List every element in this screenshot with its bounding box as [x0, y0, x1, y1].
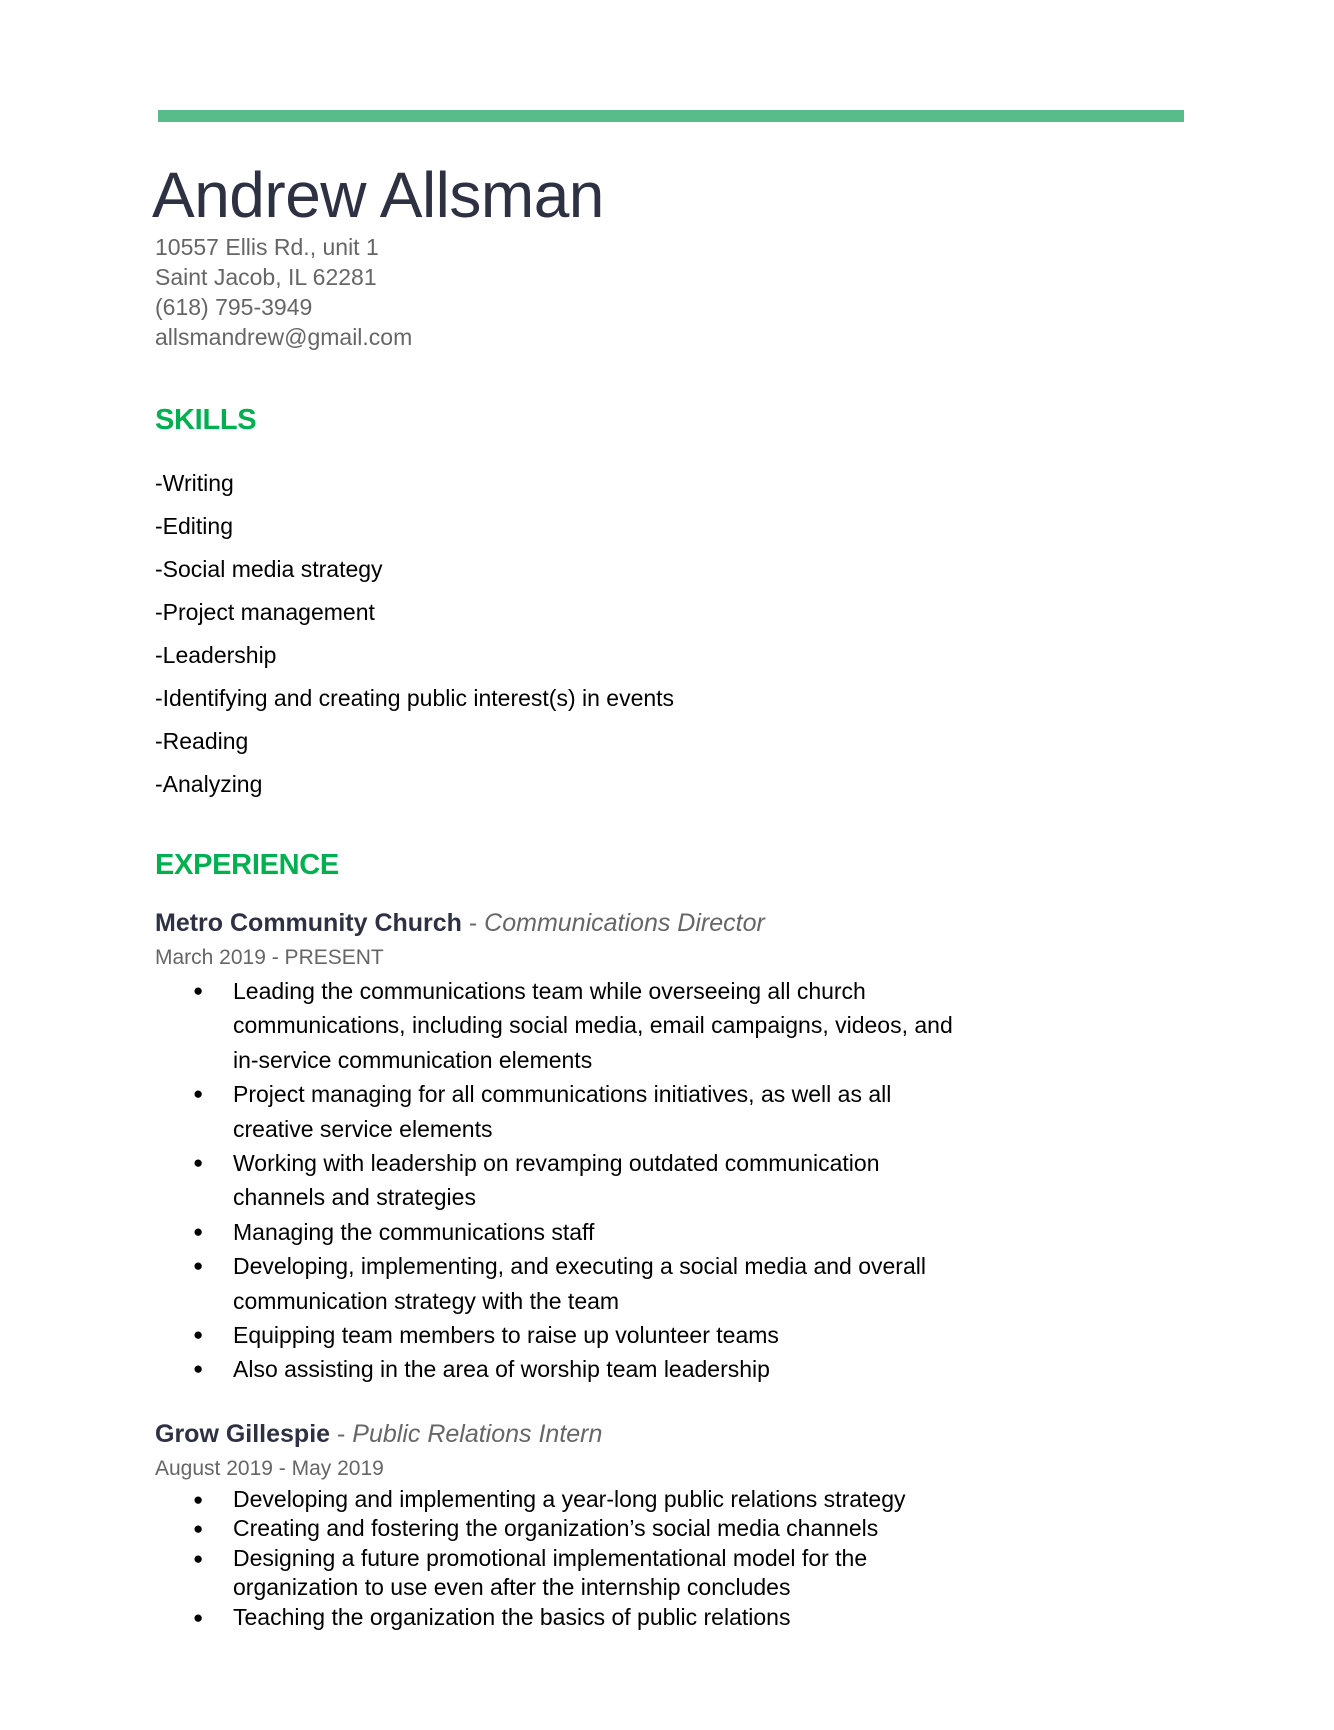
company-name: Grow Gillespie	[155, 1420, 331, 1448]
skills-heading: SKILLS	[155, 404, 257, 436]
skill-item: -Editing	[155, 513, 233, 539]
skill-item: -Project management	[155, 599, 375, 625]
address-line-2: Saint Jacob, IL 62281	[155, 264, 377, 290]
job-title: Communications Director	[484, 909, 765, 937]
job-entry	[155, 906, 1035, 1387]
bullet-item: ● Designing a future promotional implementational model for the organization to use even after the internship concludes	[155, 1544, 955, 1603]
skill-item: -Social media strategy	[155, 556, 383, 582]
bullet-item: ● Developing, implementing, and executing a social media and overall communication strategy with the team	[155, 1249, 955, 1318]
bullet-item: ● Developing and implementing a year-long public relations strategy	[155, 1485, 955, 1514]
job-header	[155, 1417, 1035, 1451]
title-separator: -	[330, 1420, 353, 1448]
bullet-item: ● Working with leadership on revamping outdated communication channels and strategies	[155, 1146, 955, 1215]
experience-heading: EXPERIENCE	[155, 849, 339, 881]
job-bullets	[155, 974, 955, 1387]
job-dates: August 2019 - May 2019	[155, 1457, 384, 1480]
job-bullets	[155, 1485, 955, 1632]
bullet-item: ● Managing the communications staff	[155, 1215, 955, 1249]
phone-number: (618) 795-3949	[155, 294, 313, 320]
skill-item: -Reading	[155, 728, 249, 754]
job-entry	[155, 1417, 1035, 1632]
title-separator: -	[461, 909, 485, 937]
job-dates: March 2019 - PRESENT	[155, 946, 384, 969]
skill-item: -Analyzing	[155, 771, 263, 797]
bullet-item: ● Also assisting in the area of worship team leadership	[155, 1352, 955, 1386]
skills-list	[155, 462, 674, 806]
bullet-item: ● Project managing for all communications initiatives, as well as all creative service elements	[155, 1077, 955, 1146]
job-header	[155, 906, 1035, 940]
bullet-item: ● Equipping team members to raise up volunteer teams	[155, 1318, 955, 1352]
bullet-item: ● Creating and fostering the organization’s social media channels	[155, 1514, 955, 1543]
contact-block	[155, 232, 412, 352]
address-line-1: 10557 Ellis Rd., unit 1	[155, 234, 379, 260]
skill-item: -Identifying and creating public interest(s) in events	[155, 685, 675, 711]
skill-item: -Leadership	[155, 642, 277, 668]
job-title: Public Relations Intern	[352, 1420, 603, 1448]
email-address: allsmandrew@gmail.com	[155, 324, 413, 350]
candidate-name: Andrew Allsman	[152, 159, 604, 231]
company-name: Metro Community Church	[155, 909, 462, 937]
accent-bar	[158, 110, 1184, 122]
skill-item: -Writing	[155, 470, 234, 496]
bullet-item: ● Teaching the organization the basics of public relations	[155, 1603, 955, 1632]
bullet-item: ● Leading the communications team while overseeing all church communications, including social media, email campaigns, videos, and in-service communication elements	[155, 974, 955, 1077]
